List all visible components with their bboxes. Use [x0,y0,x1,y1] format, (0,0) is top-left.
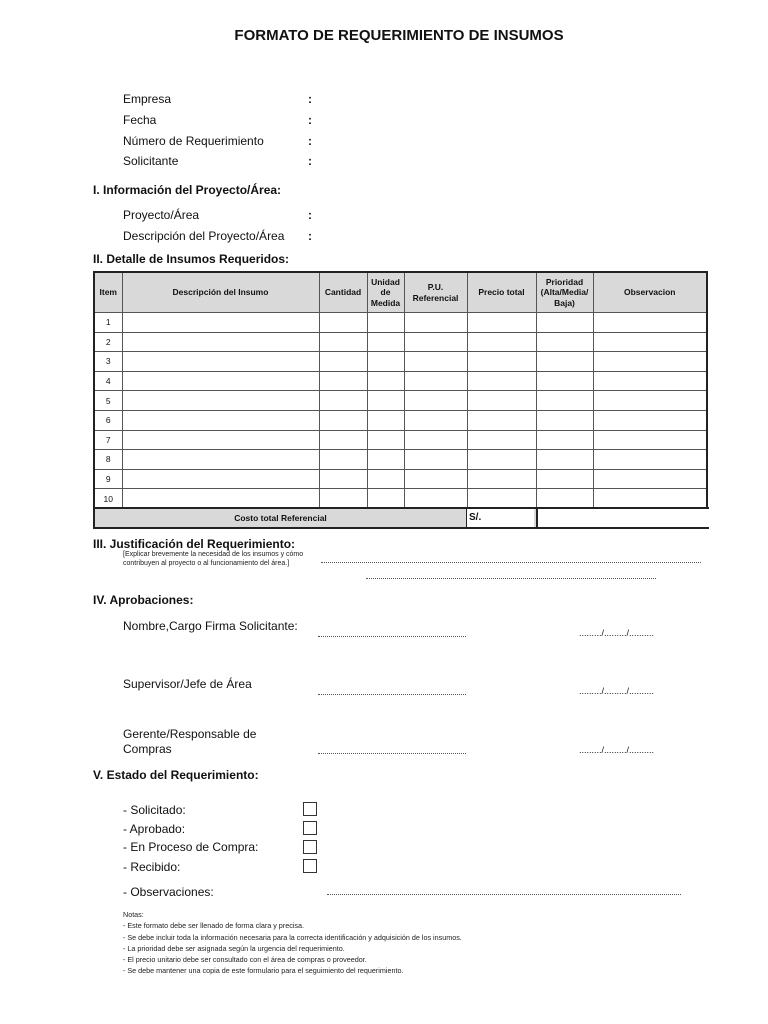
column-header-pu: P.U. Referencial [404,272,467,313]
table-row [94,332,707,352]
row-number: 4 [94,371,122,391]
cell[interactable] [593,313,707,333]
cell[interactable] [404,391,467,411]
column-header-observacion: Observacion [593,272,707,313]
row-number: 7 [94,430,122,450]
cell[interactable] [467,489,536,509]
approval-label-gerente: Gerente/Responsable de Compras [123,727,257,756]
cell[interactable] [122,391,319,411]
section-4-title: IV. Aprobaciones: [93,593,194,607]
signature-line-solicitante[interactable] [318,636,466,637]
cell[interactable] [467,450,536,470]
cell[interactable] [122,450,319,470]
cell[interactable] [319,371,367,391]
cell[interactable] [404,371,467,391]
cell[interactable] [467,469,536,489]
row-number: 2 [94,332,122,352]
cell[interactable] [367,450,404,470]
status-label-recibido: - Recibido: [123,860,181,874]
cell[interactable] [404,313,467,333]
cell[interactable] [404,489,467,509]
field-colon: : [308,208,312,222]
cell[interactable] [122,313,319,333]
cell[interactable] [122,371,319,391]
cell[interactable] [404,450,467,470]
table-row [94,371,707,391]
checkbox-en-proceso[interactable] [303,840,317,854]
row-number: 3 [94,352,122,372]
checkbox-recibido[interactable] [303,859,317,873]
cell[interactable] [319,450,367,470]
cell[interactable] [367,489,404,509]
cell[interactable] [593,391,707,411]
field-label-numero: Número de Requerimiento [123,134,264,148]
column-header-precio-total: Precio total [467,272,536,313]
cell[interactable] [593,410,707,430]
total-row [93,507,709,529]
date-gerente[interactable]: ........./........./.......... [579,745,655,755]
cell[interactable] [536,410,593,430]
cell[interactable] [122,489,319,509]
cell[interactable] [536,469,593,489]
cell[interactable] [467,410,536,430]
row-number: 1 [94,313,122,333]
section-1-title: I. Información del Proyecto/Área: [93,183,282,197]
cell[interactable] [319,469,367,489]
cell[interactable] [367,410,404,430]
cell[interactable] [536,450,593,470]
cell[interactable] [467,332,536,352]
justification-line-2[interactable] [366,578,656,579]
table-row [94,430,707,450]
cell[interactable] [536,489,593,509]
note-item: - Se debe mantener una copia de este formulario para el seguimiento del requerimiento. [123,966,404,976]
cell[interactable] [593,450,707,470]
cell[interactable] [367,430,404,450]
cell[interactable] [367,371,404,391]
cell[interactable] [593,371,707,391]
cell[interactable] [319,313,367,333]
justification-line-1[interactable] [321,562,701,563]
cell[interactable] [319,430,367,450]
cell[interactable] [319,352,367,372]
observations-line[interactable] [327,894,681,895]
cell[interactable] [467,430,536,450]
notes-heading: Notas: [123,910,144,919]
table-row [94,313,707,333]
field-colon: : [308,229,312,243]
table-row [94,469,707,489]
status-label-solicitado: - Solicitado: [123,803,186,817]
cell[interactable] [467,313,536,333]
total-value-field[interactable] [536,509,709,527]
cell[interactable] [404,430,467,450]
cell[interactable] [319,489,367,509]
date-supervisor[interactable]: ........./........./.......... [579,686,655,696]
table-row [94,450,707,470]
column-header-cantidad: Cantidad [319,272,367,313]
column-header-item: Item [94,272,122,313]
field-colon: : [308,92,312,106]
column-header-unidad: Unidad de Medida [367,272,404,313]
cell[interactable] [122,332,319,352]
table-row [94,352,707,372]
field-colon: : [308,154,312,168]
note-item: - La prioridad debe ser asignada según la urgencia del requerimiento. [123,943,345,953]
cell[interactable] [319,410,367,430]
items-table [93,271,708,510]
row-number: 5 [94,391,122,411]
approval-label-solicitante: Nombre,Cargo Firma Solicitante: [123,619,298,633]
cell[interactable] [367,352,404,372]
observations-label: - Observaciones: [123,885,214,899]
cell[interactable] [122,430,319,450]
cell[interactable] [367,313,404,333]
section-3-title: III. Justificación del Requerimiento: [93,537,296,551]
column-header-prioridad: Prioridad (Alta/Media/ Baja) [536,272,593,313]
checkbox-aprobado[interactable] [303,821,317,835]
cell[interactable] [404,352,467,372]
status-label-en-proceso: - En Proceso de Compra: [123,840,259,854]
cell[interactable] [593,469,707,489]
note-item: - Se debe incluir toda la información necesaria para la correcta identificación y adquisición de los insumos. [123,932,462,942]
signature-line-gerente[interactable] [318,753,466,754]
field-label-proyecto: Proyecto/Área [123,208,200,222]
field-label-solicitante: Solicitante [123,154,179,168]
table-row [94,410,707,430]
field-label-empresa: Empresa [123,92,172,106]
cell[interactable] [536,313,593,333]
note-item: - Este formato debe ser llenado de forma clara y precisa. [123,921,304,931]
cell[interactable] [404,410,467,430]
cell[interactable] [593,352,707,372]
cell[interactable] [319,391,367,411]
cell[interactable] [122,410,319,430]
cell[interactable] [367,469,404,489]
page-title: FORMATO DE REQUERIMIENTO DE INSUMOS [234,27,564,44]
cell[interactable] [536,391,593,411]
section-5-title: V. Estado del Requerimiento: [93,768,259,782]
row-number: 10 [94,489,122,509]
row-number: 8 [94,450,122,470]
field-label-descripcion-proyecto: Descripción del Proyecto/Área [123,229,285,243]
cell[interactable] [404,469,467,489]
cell[interactable] [467,391,536,411]
cell[interactable] [367,391,404,411]
cell[interactable] [367,332,404,352]
cell[interactable] [319,332,367,352]
note-item: - El precio unitario debe ser consultado con el área de compras o proveedor. [123,955,367,965]
cell[interactable] [536,332,593,352]
column-header-descripcion: Descripción del Insumo [122,272,319,313]
total-currency: S/. [466,509,534,527]
row-number: 6 [94,410,122,430]
cell[interactable] [593,489,707,509]
total-label: Costo total Referencial [234,513,327,523]
cell[interactable] [467,352,536,372]
field-colon: : [308,113,312,127]
justification-hint: [Explicar brevemente la necesidad de los insumos y cómo contribuyen al proyecto o al funcionamiento del área.] [123,551,304,567]
row-number: 9 [94,469,122,489]
date-solicitante[interactable]: ........./........./.......... [579,628,655,638]
field-label-fecha: Fecha [123,113,157,127]
cell[interactable] [467,371,536,391]
signature-line-supervisor[interactable] [318,694,466,695]
table-row [94,391,707,411]
notes [123,909,683,977]
cell[interactable] [122,469,319,489]
checkbox-solicitado[interactable] [303,802,317,816]
cell[interactable] [593,430,707,450]
status-label-aprobado: - Aprobado: [123,822,186,836]
table-row [94,489,707,509]
field-colon: : [308,134,312,148]
cell[interactable] [536,352,593,372]
cell[interactable] [536,371,593,391]
cell[interactable] [122,352,319,372]
cell[interactable] [404,332,467,352]
cell[interactable] [593,332,707,352]
approval-label-supervisor: Supervisor/Jefe de Área [123,677,252,691]
section-2-title: II. Detalle de Insumos Requeridos: [93,252,290,266]
cell[interactable] [536,430,593,450]
